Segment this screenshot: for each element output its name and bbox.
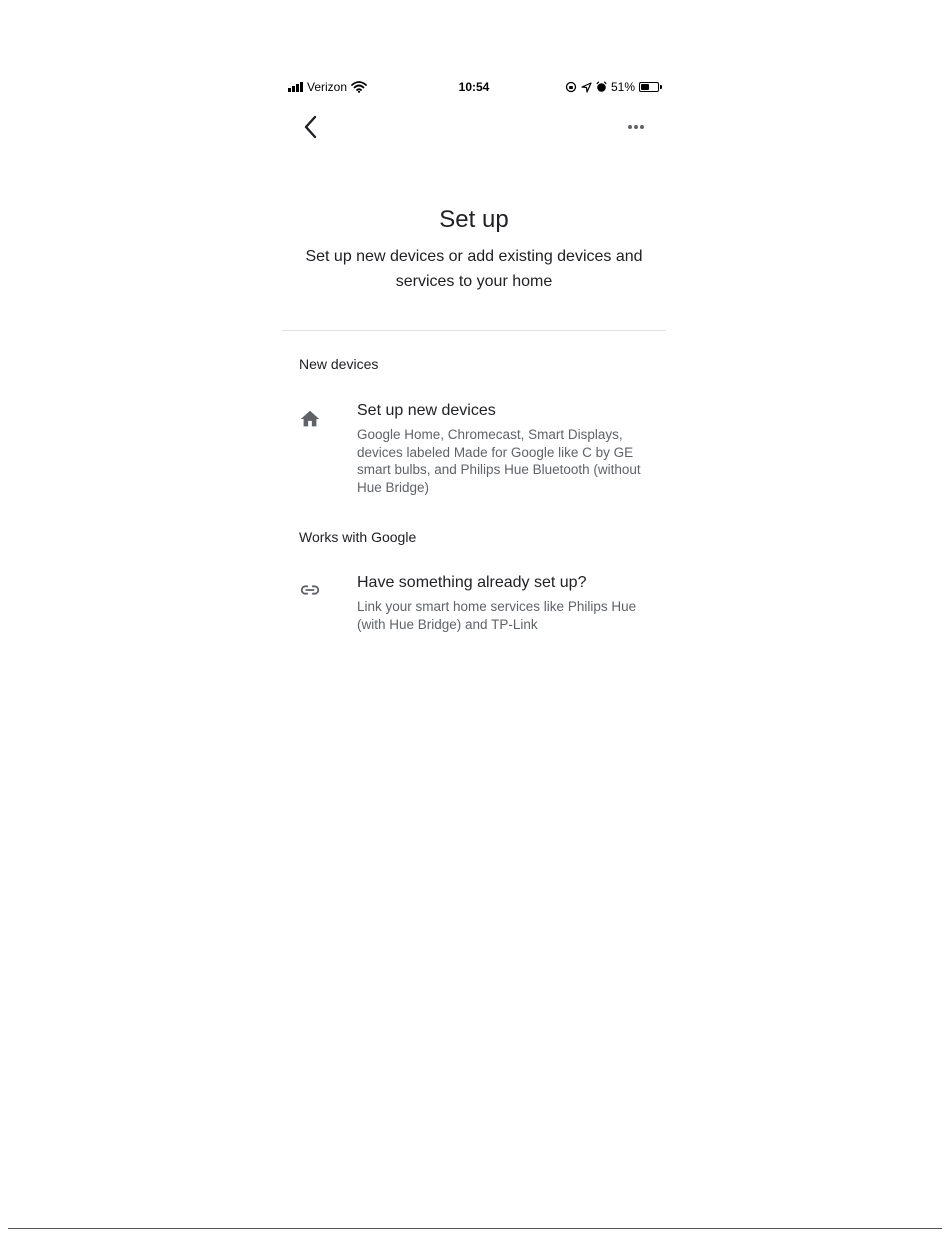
set-up-new-devices-item[interactable] [282, 402, 666, 498]
link-icon [299, 579, 321, 601]
section-label-new-devices: New devices [299, 356, 379, 372]
more-horizontal-icon [622, 118, 650, 136]
location-icon [581, 82, 592, 93]
back-button[interactable] [300, 114, 324, 140]
set-up-new-devices-description: Google Home, Chromecast, Smart Displays, devices labeled Made for Google like C by GE smart bulbs, and Philips Hue Bluetooth (without Hue Bridge) [357, 427, 641, 495]
home-icon [299, 408, 321, 430]
page-footer-rule [8, 1228, 942, 1229]
alarm-icon [596, 81, 607, 93]
set-up-new-devices-title: Set up new devices [357, 402, 496, 419]
battery-fill [641, 84, 649, 90]
header-divider [282, 330, 666, 331]
more-options-button[interactable] [622, 118, 650, 136]
page-title: Set up [439, 206, 509, 233]
have-something-set-up-title: Have something already set up? [357, 574, 587, 591]
phone-screen [282, 70, 666, 670]
rotation-lock-icon [565, 81, 577, 93]
battery-percent: 51% [610, 80, 635, 94]
page-subtitle: Set up new devices or add existing devices and services to your home [305, 248, 643, 290]
status-time: 10:54 [458, 80, 490, 94]
carrier-label: Verizon [307, 80, 348, 94]
battery-icon [639, 82, 662, 92]
chevron-left-icon [300, 114, 324, 140]
status-bar [282, 80, 666, 98]
have-something-set-up-item[interactable] [282, 574, 666, 636]
section-label-works-with-google: Works with Google [299, 529, 417, 545]
have-something-set-up-description: Link your smart home services like Philips Hue (with Hue Bridge) and TP-Link [357, 599, 637, 632]
status-right [565, 80, 662, 94]
